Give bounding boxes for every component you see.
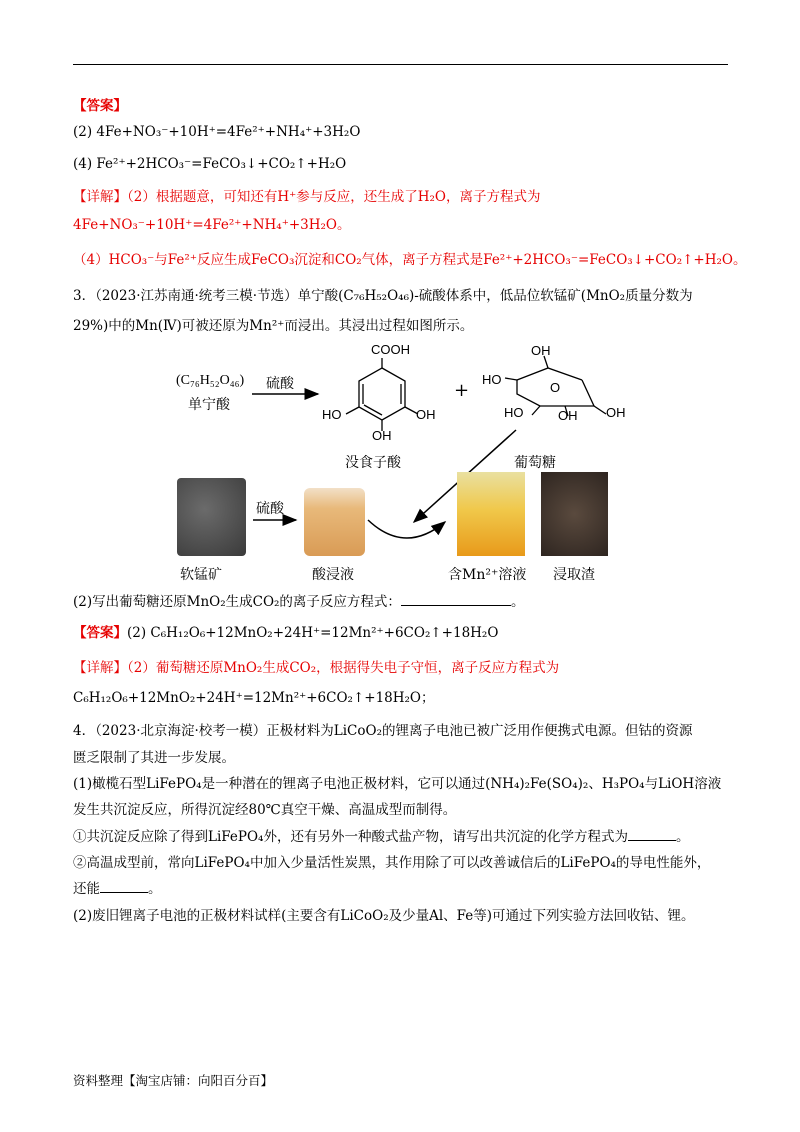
question-4-line-8: (2)废旧锂离子电池的正极材料试样(主要含有LiCoO₂及少量Al、Fe等)可通过下列实验方法回收钴、锂。 bbox=[73, 908, 695, 924]
question-4-line-5: ①共沉淀反应除了得到LiFePO₄外，还有另外一种酸式盐产物，请写出共沉淀的化学方程式为 。 bbox=[73, 829, 690, 845]
question-4-line-6: ②高温成型前，常向LiFePO₄中加入少量活性炭黑，其作用除了可以改善诚信后的LiFePO₄的导电性能外， bbox=[73, 855, 711, 871]
glucose-ho-bottom: HO bbox=[504, 405, 524, 420]
question-4-line-3: (1)橄榄石型LiFePO₄是一种潜在的锂离子电池正极材料，它可以通过(NH₄)₂Fe(SO₄)₂、H₃PO₄与LiOH溶液 bbox=[73, 776, 722, 792]
glucose-ho-left: HO bbox=[482, 372, 502, 387]
tannic-acid-formula: (C₇₆H₅₂O₄₆) bbox=[176, 373, 245, 388]
tannic-acid-label: 单宁酸 bbox=[188, 397, 230, 413]
question-3-sub-2: (2)写出葡萄糖还原MnO₂生成CO₂的离子反应方程式： 。 bbox=[73, 594, 525, 610]
leach-solution-photo bbox=[304, 488, 365, 556]
leach-solution-label: 酸浸液 bbox=[312, 567, 354, 583]
cooh-label: COOH bbox=[371, 342, 410, 357]
glucose-oh-right: OH bbox=[606, 405, 626, 420]
detail-paragraph-2: （4）HCO₃⁻与Fe²⁺反应生成FeCO₃沉淀和CO₂气体，离子方程式是Fe²⁺+2HCO₃⁻=FeCO₃↓+CO₂↑+H₂O。 bbox=[73, 252, 747, 268]
answer-blank-3[interactable] bbox=[100, 880, 148, 893]
detail-equation-3: C₆H₁₂O₆+12MnO₂+24H⁺=12Mn²⁺+6CO₂↑+18H₂O； bbox=[73, 690, 435, 706]
answer-label-1: 【答案】 bbox=[73, 98, 127, 114]
gallic-acid-structure bbox=[346, 358, 418, 431]
question-4-line-4: 发生共沉淀反应，所得沉淀经80℃真空干燥、高温成型而制得。 bbox=[73, 802, 457, 818]
answer-equation-4: (4) Fe²⁺+2HCO₃⁻=FeCO₃↓+CO₂↑+H₂O bbox=[73, 156, 347, 172]
question-3-line-1: 3．（2023·江苏南通·统考三模·节选）单宁酸(C₇₆H₅₂O₄₆)-硫酸体系中，低品位软锰矿(MnO₂质量分数为 bbox=[73, 288, 693, 304]
answer-block-2: 【答案】(2) C₆H₁₂O₆+12MnO₂+24H⁺=12Mn²⁺+6CO₂↑+18H₂O bbox=[73, 625, 499, 641]
gallic-oh-left: HO bbox=[322, 407, 342, 422]
gallic-oh-bottom: OH bbox=[372, 428, 392, 443]
answer-blank-2[interactable] bbox=[628, 828, 676, 841]
question-3-line-2: 29%)中的Mn(Ⅳ)可被还原为Mn²⁺而浸出。其浸出过程如图所示。 bbox=[73, 318, 474, 334]
answer-blank-1[interactable] bbox=[401, 593, 511, 606]
residue-photo bbox=[541, 472, 608, 556]
sulfuric-acid-label-1: 硫酸 bbox=[266, 376, 294, 392]
answer-equation-2: (2) 4Fe+NO₃⁻+10H⁺=4Fe²⁺+NH₄⁺+3H₂O bbox=[73, 124, 361, 140]
residue-label: 浸取渣 bbox=[553, 567, 595, 583]
sulfuric-acid-label-2: 硫酸 bbox=[256, 501, 284, 517]
gallic-acid-label: 没食子酸 bbox=[345, 455, 401, 471]
glucose-oh-top: OH bbox=[531, 343, 551, 358]
detail-equation-1: 4Fe+NO₃⁻+10H⁺=4Fe²⁺+NH₄⁺+3H₂O。 bbox=[73, 217, 351, 233]
glucose-label: 葡萄糖 bbox=[514, 455, 556, 471]
footer-source: 资料整理【淘宝店铺：向阳百分百】 bbox=[73, 1073, 274, 1088]
pyrolusite-photo bbox=[177, 478, 246, 556]
mn-solution-label: 含Mn²⁺溶液 bbox=[448, 567, 527, 583]
question-4-line-2: 匮乏限制了其进一步发展。 bbox=[73, 750, 235, 766]
detail-paragraph-3: 【详解】（2）葡萄糖还原MnO₂生成CO₂，根据得失电子守恒，离子反应方程式为 bbox=[73, 660, 560, 676]
plus-sign: + bbox=[454, 380, 470, 401]
gallic-oh-right: OH bbox=[416, 407, 436, 422]
detail-paragraph-1: 【详解】（2）根据题意，可知还有H⁺参与反应，还生成了H₂O，离子方程式为 bbox=[73, 189, 541, 205]
question-4-line-1: 4．（2023·北京海淀·校考一模）正极材料为LiCoO₂的锂离子电池已被广泛用作便携式电源。但钴的资源 bbox=[73, 723, 693, 739]
mn-solution-photo bbox=[457, 472, 525, 556]
arrow-curved-to-solution bbox=[368, 520, 445, 538]
glucose-oh-bottom: OH bbox=[558, 408, 578, 423]
question-4-line-7: 还能 。 bbox=[73, 881, 162, 897]
pyrolusite-label: 软锰矿 bbox=[180, 567, 222, 583]
